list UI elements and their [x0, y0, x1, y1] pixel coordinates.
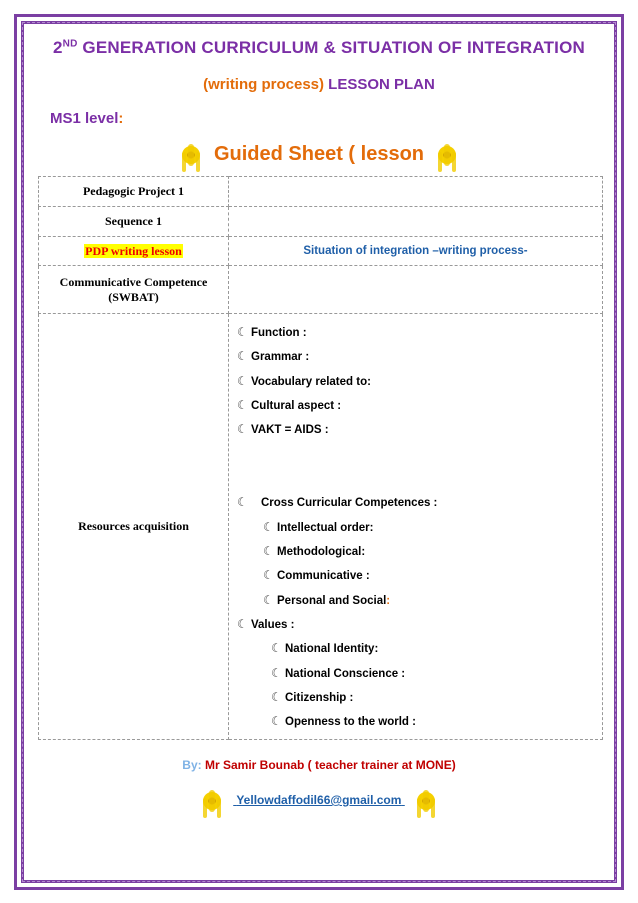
author-line: By: Mr Samir Bounab ( teacher trainer at MONE)	[182, 758, 456, 772]
resources-list	[229, 314, 603, 740]
lesson-plan-table	[38, 176, 603, 740]
list-item: ☾ VAKT = AIDS :	[237, 417, 602, 441]
pdp-value: Situation of integration –writing process-	[229, 237, 603, 266]
email-link[interactable]: Yellowdaffodil66@gmail.com	[236, 793, 402, 808]
moon-bullet-icon: ☾	[237, 397, 248, 412]
moon-bullet-icon: ☾	[263, 544, 274, 559]
moon-bullet-icon: ☾	[271, 665, 282, 680]
moon-bullet-icon: ☾	[263, 592, 274, 607]
table-row	[39, 314, 603, 740]
moon-bullet-icon: ☾	[237, 373, 248, 388]
sequence-label: Sequence 1	[39, 207, 229, 237]
list-item: ☾ Citizenship :	[237, 685, 602, 709]
list-item: ☾ Vocabulary related to:	[237, 369, 602, 393]
pdp-label-cell	[39, 237, 229, 266]
daffodil-icon	[415, 790, 437, 812]
sequence-value	[229, 207, 603, 237]
resources-label: Resources acquisition	[39, 314, 229, 740]
moon-bullet-icon: ☾	[263, 568, 274, 583]
daffodil-icon	[436, 144, 458, 166]
moon-bullet-icon: ☾	[271, 641, 282, 656]
subtitle: (writing process) LESSON PLAN	[203, 76, 435, 93]
list-item: ☾ Openness to the world :	[237, 709, 602, 733]
main-title: 2ND GENERATION CURRICULUM & SITUATION OF INTEGRATION	[53, 38, 585, 57]
list-item: ☾ Grammar :	[237, 344, 602, 368]
list-item: ☾ Function :	[237, 320, 602, 344]
list-item: ☾ Values :	[237, 612, 602, 636]
level-label: MS1 level:	[50, 110, 124, 127]
table-row	[39, 177, 603, 207]
table-row	[39, 207, 603, 237]
list-item: ☾ Intellectual order:	[237, 515, 602, 539]
table-row	[39, 266, 603, 314]
table-row	[39, 237, 603, 266]
daffodil-icon	[180, 144, 202, 166]
moon-bullet-icon: ☾	[271, 689, 282, 704]
moon-bullet-icon: ☾	[237, 422, 248, 437]
list-item: ☾ National Identity:	[237, 636, 602, 660]
moon-bullet-icon: ☾	[263, 519, 274, 534]
spacer	[237, 441, 602, 490]
list-item: ☾ National Conscience :	[237, 661, 602, 685]
project-label: Pedagogic Project 1	[39, 177, 229, 207]
competence-value	[229, 266, 603, 314]
moon-bullet-icon: ☾	[237, 349, 248, 364]
pdp-label: PDP writing lesson	[85, 243, 182, 258]
list-item: ☾ Personal and Social:	[237, 588, 602, 612]
moon-bullet-icon: ☾	[237, 495, 248, 510]
list-item: ☾ Cross Curricular Competences :	[237, 490, 602, 514]
moon-bullet-icon: ☾	[237, 616, 248, 631]
moon-bullet-icon: ☾	[271, 714, 282, 729]
project-value	[229, 177, 603, 207]
moon-bullet-icon: ☾	[237, 325, 248, 339]
email-line	[0, 790, 638, 812]
competence-label: Communicative Competence (SWBAT)	[39, 266, 229, 314]
daffodil-icon	[201, 790, 223, 812]
list-item: ☾ Cultural aspect :	[237, 393, 602, 417]
sheet-title: Guided Sheet ( lesson	[0, 143, 638, 166]
list-item: ☾ Methodological:	[237, 539, 602, 563]
list-item: ☾ Communicative :	[237, 563, 602, 587]
